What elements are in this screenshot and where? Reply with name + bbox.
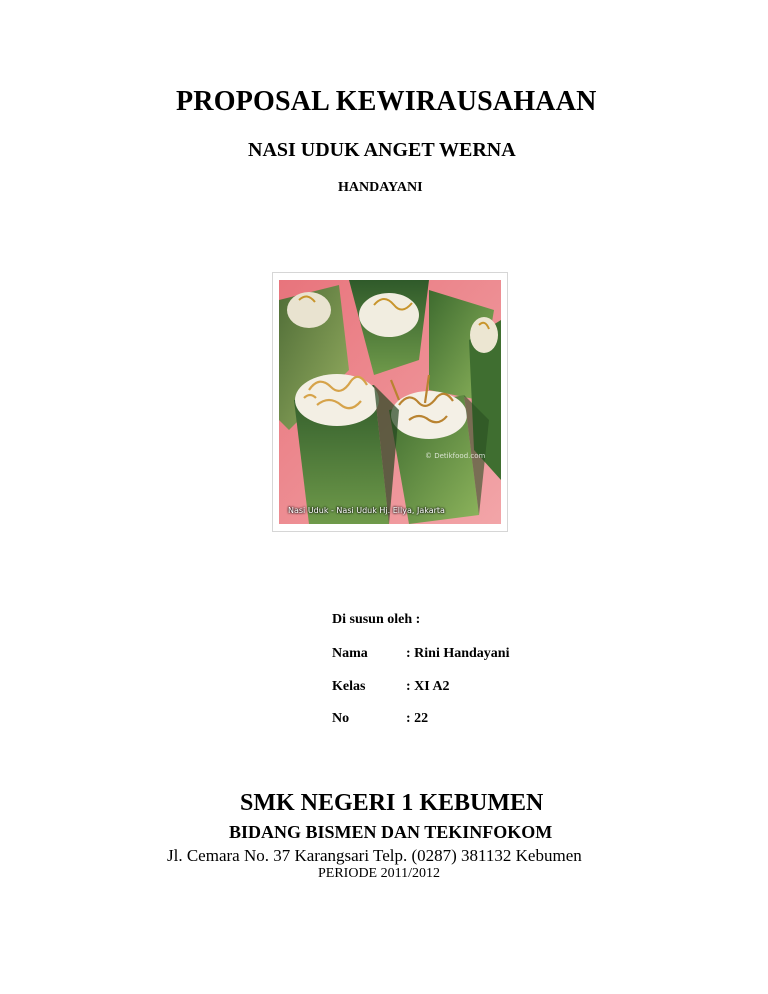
photo-caption: Nasi Uduk - Nasi Uduk Hj. Ellya, Jakarta	[288, 506, 445, 515]
school-period: PERIODE 2011/2012	[318, 866, 440, 881]
info-value-no: : 22	[406, 711, 429, 726]
school-department: BIDANG BISMEN DAN TEKINFOKOM	[229, 822, 553, 842]
photo-watermark: © Detikfood.com	[425, 452, 486, 460]
document-title: PROPOSAL KEWIRAUSAHAAN	[176, 86, 597, 117]
info-value-kelas: : XI A2	[406, 679, 450, 694]
cover-photo-nasi-uduk	[279, 280, 501, 524]
prepared-by-heading: Di susun oleh :	[332, 612, 421, 627]
info-value-nama: : Rini Handayani	[406, 646, 510, 661]
nasi-uduk-illustration	[279, 280, 501, 524]
cover-photo-frame	[272, 272, 508, 532]
info-label-kelas: Kelas	[332, 679, 366, 694]
school-name: SMK NEGERI 1 KEBUMEN	[240, 790, 544, 816]
author-name-header: HANDAYANI	[338, 180, 423, 195]
school-address: Jl. Cemara No. 37 Karangsari Telp. (0287) 381132 Kebumen	[167, 846, 582, 865]
info-label-no: No	[332, 711, 350, 726]
info-label-nama: Nama	[332, 646, 368, 661]
document-subtitle: NASI UDUK ANGET WERNA	[248, 139, 516, 161]
